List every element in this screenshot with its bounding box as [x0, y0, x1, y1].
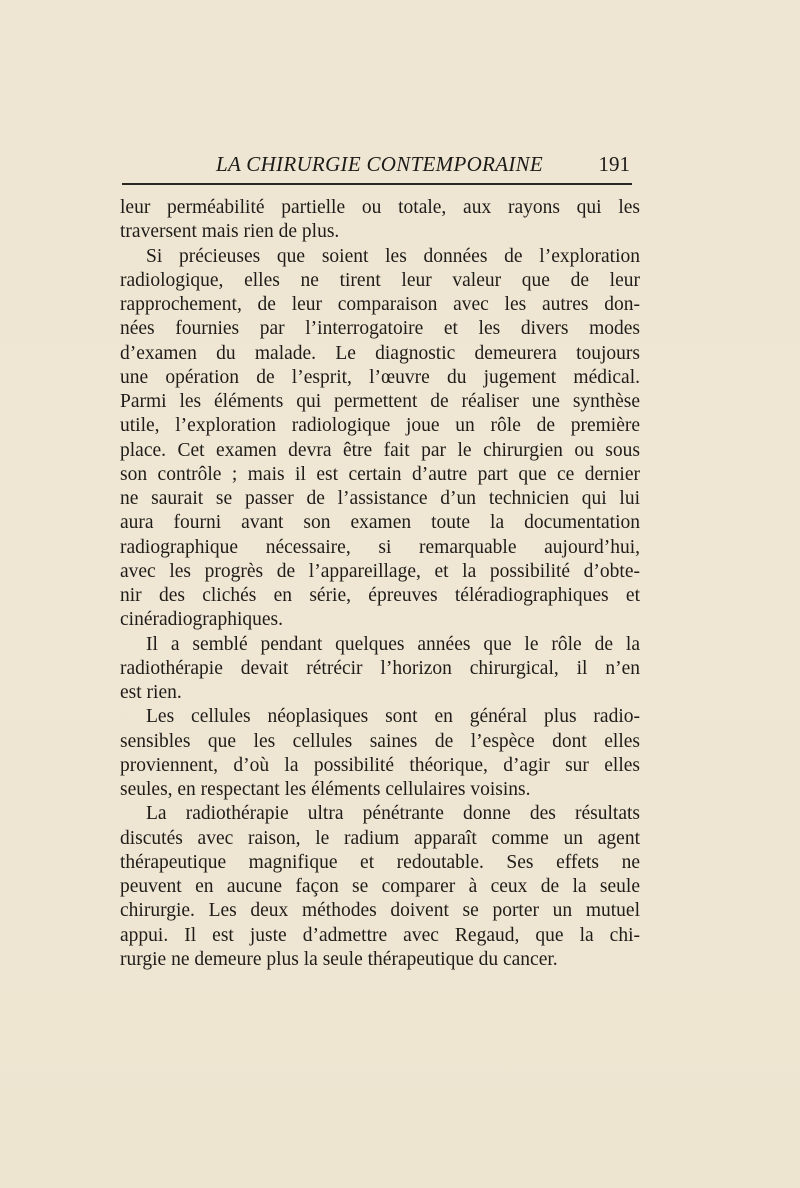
text-line: rurgie ne demeure plus la seule thérapeutique du cancer.	[120, 948, 558, 970]
text-line: leur perméabilité partielle ou totale, aux rayons qui les	[120, 197, 640, 218]
running-header	[120, 152, 634, 184]
text-line: Les cellules néoplasiques sont en général plus radio-	[146, 706, 640, 728]
text-line: sensibles que les cellules saines de l’espèce dont elles	[120, 730, 640, 752]
text-line: nir des clichés en série, épreuves téléradiographiques et	[120, 585, 640, 606]
text-line: chirurgie. Les deux méthodes doivent se porter un mutuel	[120, 900, 640, 922]
text-line: rapprochement, de leur comparaison avec les autres don-	[120, 294, 640, 315]
text-line: thérapeutique magnifique et redoutable. Ses effets ne	[120, 851, 640, 873]
text-line: aura fourni avant son examen toute la documentation	[120, 512, 640, 534]
text-line: traversent mais rien de plus.	[120, 221, 340, 243]
text-line: d’examen du malade. Le diagnostic demeurera toujours	[120, 342, 640, 364]
text-line: une opération de l’esprit, l’œuvre du jugement médical.	[120, 366, 640, 388]
text-line: radiothérapie devait rétrécir l’horizon chirurgical, il n’en	[120, 657, 640, 679]
text-line: cinéradiographiques.	[120, 609, 283, 631]
text-line: peuvent en aucune façon se comparer à ceux de la seule	[120, 876, 640, 897]
text-line: discutés avec raison, le radium apparaît comme un agent	[120, 827, 640, 849]
text-line: est rien.	[120, 682, 182, 703]
text-line: son contrôle ; mais il est certain d’autre part que ce dernier	[120, 463, 640, 485]
text-line: radiologique, elles ne tirent leur valeur que de leur	[120, 269, 640, 291]
text-line: proviennent, d’où la possibilité théorique, d’agir sur elles	[120, 754, 640, 776]
text-line: Si précieuses que soient les données de l’exploration	[146, 245, 640, 267]
text-line: utile, l’exploration radiologique joue un rôle de première	[120, 415, 640, 437]
running-title: LA CHIRURGIE CONTEMPORAINE	[216, 152, 544, 176]
text-line: La radiothérapie ultra pénétrante donne des résultats	[146, 803, 640, 825]
header-rule	[122, 183, 632, 185]
text-line: Parmi les éléments qui permettent de réaliser une synthèse	[120, 391, 640, 412]
text-line: nées fournies par l’interrogatoire et les divers modes	[120, 318, 640, 340]
text-line: place. Cet examen devra être fait par le chirurgien ou sous	[120, 439, 640, 461]
text-line: seules, en respectant les éléments cellulaires voisins.	[120, 779, 531, 800]
page-number: 191	[598, 152, 630, 176]
text-line: appui. Il est juste d’admettre avec Regaud, que la chi-	[120, 924, 640, 946]
body-text	[120, 196, 640, 972]
text-line: Il a semblé pendant quelques années que le rôle de la	[146, 633, 640, 655]
text-line: ne saurait se passer de l’assistance d’un technicien qui lui	[120, 488, 640, 509]
text-line: radiographique nécessaire, si remarquable aujourd’hui,	[120, 536, 640, 558]
text-line: avec les progrès de l’appareillage, et la possibilité d’obte-	[120, 560, 640, 582]
